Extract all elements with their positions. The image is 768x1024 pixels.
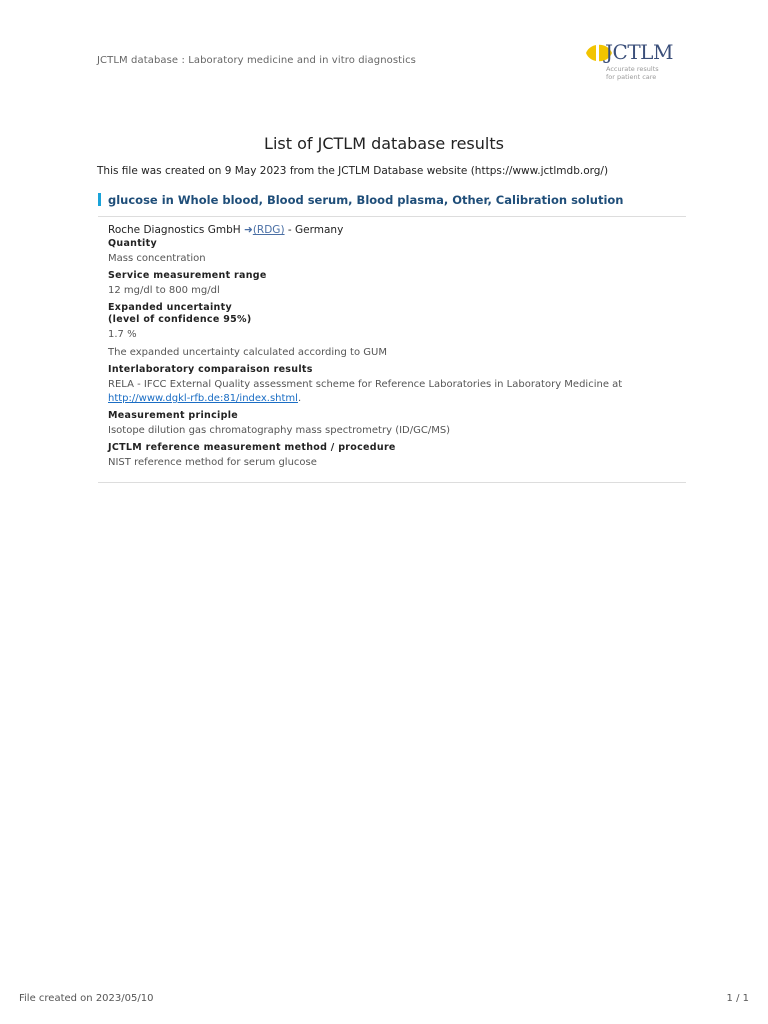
lab-name: Roche Diagnostics GmbH bbox=[108, 224, 241, 236]
lab-line bbox=[108, 224, 678, 237]
footer-page-number: 1 / 1 bbox=[726, 993, 749, 1004]
quantity-label: Quantity bbox=[108, 238, 157, 249]
principle-value: Isotope dilution gas chromatography mass spectrometry (ID/GC/MS) bbox=[108, 425, 451, 436]
section-accent-bar bbox=[98, 193, 101, 206]
range-label: Service measurement range bbox=[108, 270, 267, 281]
page-title: List of JCTLM database results bbox=[264, 134, 504, 153]
principle-label: Measurement principle bbox=[108, 410, 238, 421]
interlab-label: Interlaboratory comparaison results bbox=[108, 364, 313, 375]
uncertainty-label: Expanded uncertainty (level of confidence 95%) bbox=[108, 302, 252, 325]
divider-bottom bbox=[98, 482, 686, 483]
section-title: glucose in Whole blood, Blood serum, Blood plasma, Other, Calibration solution bbox=[108, 193, 624, 207]
uncertainty-note: The expanded uncertainty calculated according to GUM bbox=[108, 347, 387, 358]
uncertainty-value: 1.7 % bbox=[108, 329, 137, 340]
interlab-value: RELA - IFCC External Quality assessment scheme for Reference Laboratories in Laboratory Medicine at http://www.dgkl-rfb.de:81/index.shtml. bbox=[108, 379, 623, 404]
interlab-link[interactable]: http://www.dgkl-rfb.de:81/index.shtml bbox=[108, 393, 298, 404]
divider-top bbox=[98, 216, 686, 217]
result-entry bbox=[108, 224, 678, 470]
header-text: JCTLM database : Laboratory medicine and in vitro diagnostics bbox=[97, 55, 416, 66]
lab-country: - Germany bbox=[287, 224, 344, 236]
method-label: JCTLM reference measurement method / procedure bbox=[108, 442, 396, 453]
arrow-right-icon: ➜ bbox=[244, 224, 253, 236]
created-line: This file was created on 9 May 2023 from the JCTLM Database website (https://www.jctlmdb.org/) bbox=[97, 165, 609, 177]
quantity-value: Mass concentration bbox=[108, 253, 206, 264]
lab-code-link[interactable]: (RDG) bbox=[252, 224, 285, 236]
method-value: NIST reference method for serum glucose bbox=[108, 457, 317, 468]
jctlm-logo bbox=[584, 40, 673, 84]
footer-created: File created on 2023/05/10 bbox=[19, 993, 154, 1004]
logo-tagline: Accurate results for patient care bbox=[606, 65, 659, 81]
range-value: 12 mg/dl to 800 mg/dl bbox=[108, 285, 220, 296]
logo-wordmark: JCTLM bbox=[605, 40, 673, 64]
